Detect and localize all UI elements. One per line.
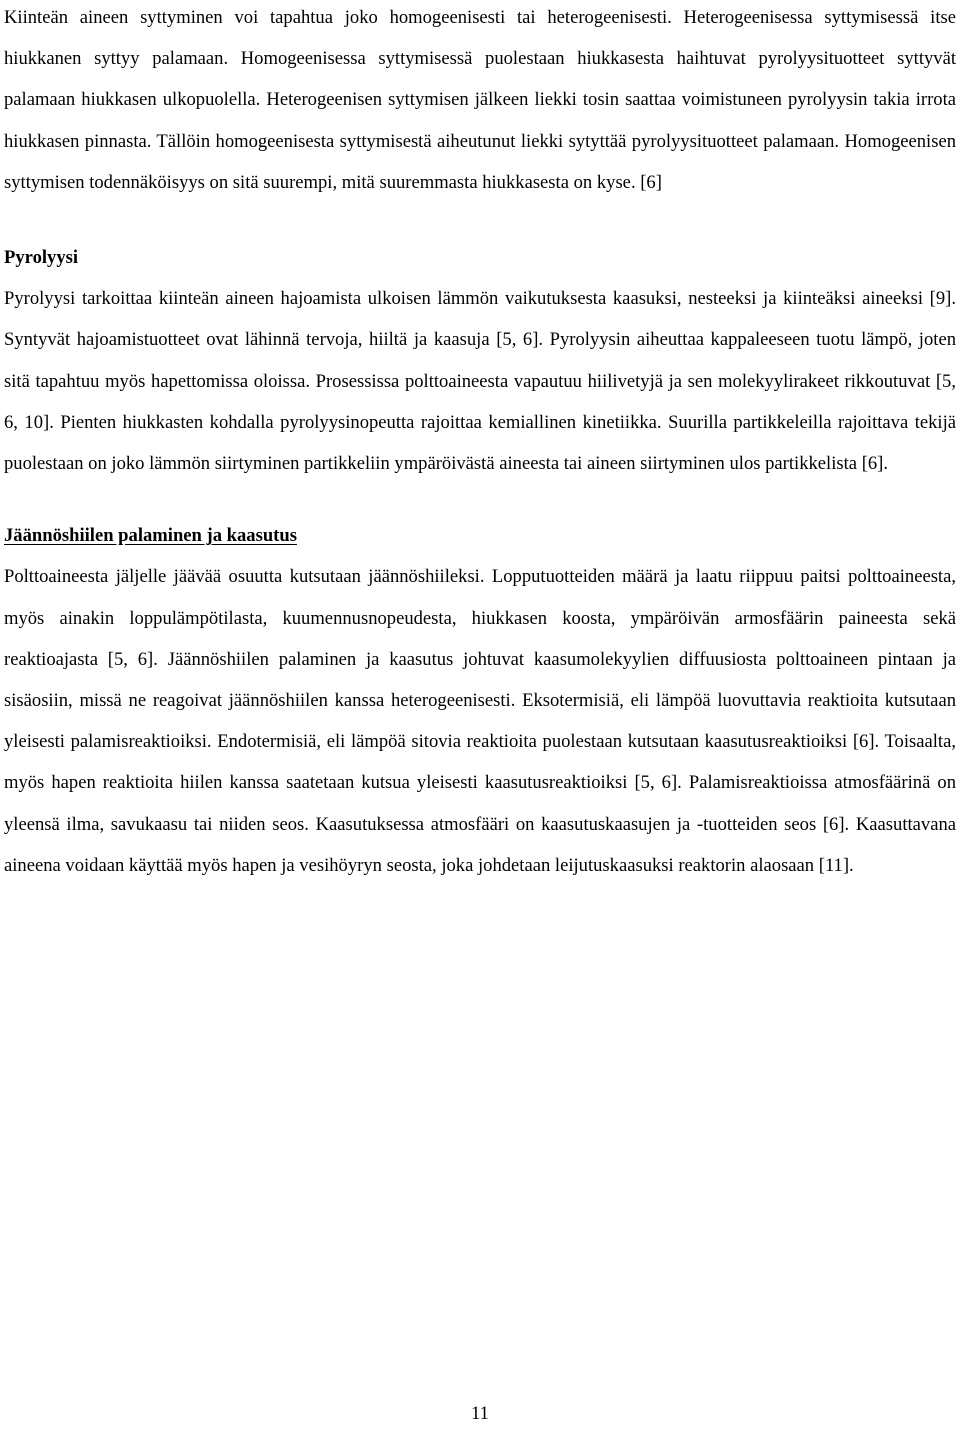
section-heading-jaannoshiili: Jäännöshiilen palaminen ja kaasutus [4, 525, 297, 547]
document-page [4, 0, 956, 886]
section-heading-pyrolyysi: Pyrolyysi [4, 247, 79, 269]
intro-paragraph: Kiinteän aineen syttyminen voi tapahtua joko homogeenisesti tai heterogeenisesti. Heterogeenisessa syttymisessä itse hiukkanen syttyy palamaan. Homogeenisessa syttymisessä puolestaan hiukkasesta haihtuvat pyrolyysituotteet syttyvät palamaan hiukkasen ulkopuolella. Heterogeenisen syttymisen jälkeen liekki tosin saattaa voimistuneen pyrolyysin takia irrota hiukkasen pinnasta. Tällöin homogeenisesta syttymisestä aiheutunut liekki sytyttää pyrolyysituotteet palamaan. Homogeenisen syttymisen todennäköisyys on sitä suurempi, mitä suuremmasta hiukkasesta on kyse. [6] [4, 7, 956, 193]
section-paragraph-pyrolyysi: Pyrolyysi tarkoittaa kiinteän aineen hajoamista ulkoisen lämmön vaikutuksesta kaasuksi, nesteeksi ja kiinteäksi aineeksi [9]. Syntyvät hajoamistuotteet ovat lähinnä tervoja, hiiltä ja kaasuja [5, 6]. Pyrolyysin aiheuttaa kappaleeseen tuotu lämpö, joten sitä tapahtuu myös hapettomissa oloissa. Prosessissa polttoaineesta vapautuu hiilivetyjä ja sen molekyylirakeet rikkoutuvat [5, 6, 10]. Pienten hiukkasten kohdalla pyrolyysinopeutta rajoittaa kemiallinen kinetiikka. Suurilla partikkeleilla rajoittava tekijä puolestaan on joko lämmön siirtyminen partikkeliin ympäröivästä aineesta tai aineen siirtyminen ulos partikkelista [6]. [4, 288, 956, 475]
section-paragraph-jaannoshiili: Polttoaineesta jäljelle jäävää osuutta kutsutaan jäännöshiileksi. Lopputuotteiden määrä ja laatu riippuu paitsi polttoaineesta, myös ainakin loppulämpötilasta, kuumennusnopeudesta, hiukkasen koosta, ympäröivän armosfäärin paineesta sekä reaktioajasta [5, 6]. Jäännöshiilen palaminen ja kaasutus johtuvat kaasumolekyylien diffuusiosta polttoaineen pintaan ja sisäosiin, missä ne reagoivat jäännöshiilen kanssa heterogeenisesti. Eksotermisiä, eli lämpöä luovuttavia reaktioita kutsutaan yleisesti palamisreaktioiksi. Endotermisiä, eli lämpöä sitovia reaktioita puolestaan kutsutaan kaasutusreaktioiksi [6]. Toisaalta, myös hapen reaktioita hiilen kanssa saatetaan kutsua yleisesti kaasutusreaktioiksi [5, 6]. Palamisreaktioissa atmosfäärinä on yleensä ilma, savukaasu tai niiden seos. Kaasutuksessa atmosfääri on kaasutuskaasujen ja -tuotteiden seos [6]. Kaasuttavana aineena voidaan käyttää myös hapen ja vesihöyryn seosta, joka johdetaan leijutuskaasuksi reaktorin alaosaan [11]. [4, 566, 956, 876]
page-number: 11 [471, 1403, 489, 1424]
